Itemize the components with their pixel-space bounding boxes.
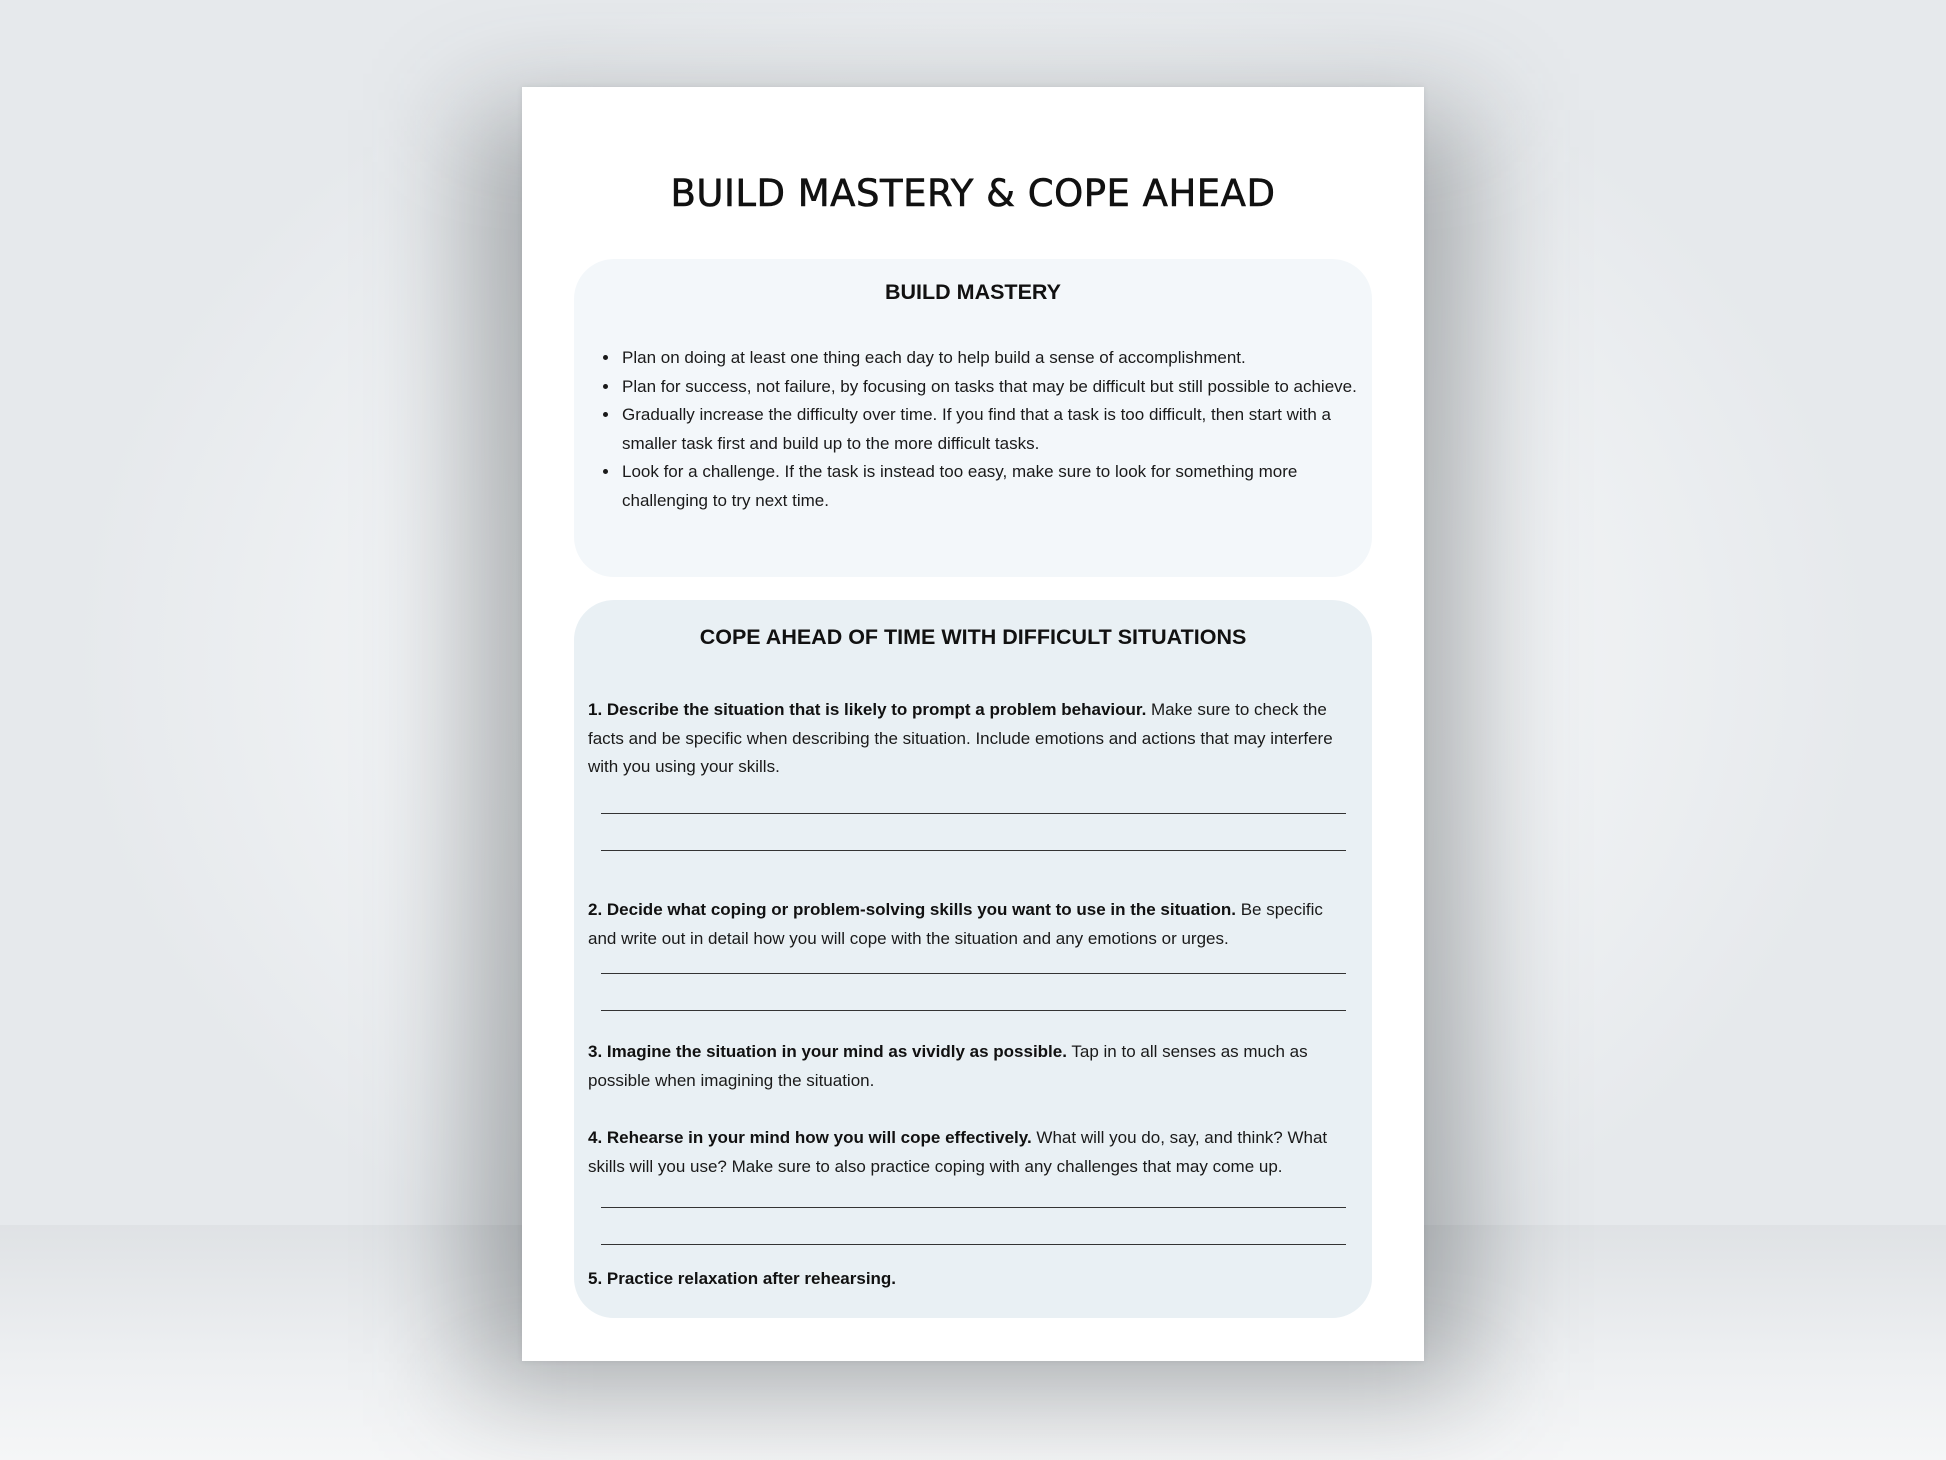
step-4 [588,1124,1352,1181]
cope-ahead-card [574,600,1372,1318]
page-title: BUILD MASTERY & COPE AHEAD [670,172,1276,215]
step-4-text: What will you do, say, and think? What skills will you use? Make sure to also practice coping with any challenges that may come up. [588,1128,1328,1176]
write-line[interactable] [601,1244,1346,1245]
step-3-lead: 3. Imagine the situation in your mind as vividly as possible. [588,1042,1067,1061]
step-2 [588,896,1352,953]
list-item: • Plan on doing at least one thing each day to help build a sense of accomplishment. [620,344,1360,373]
step-3-text: Tap in to all senses as much as possible when imagining the situation. [588,1042,1308,1090]
list-item: • Plan for success, not failure, by focusing on tasks that may be difficult but still possible to achieve. [620,373,1360,402]
build-mastery-heading: BUILD MASTERY [885,280,1061,304]
worksheet-page [522,87,1424,1361]
write-line[interactable] [601,850,1346,851]
write-line[interactable] [601,813,1346,814]
step-2-text: Be specific and write out in detail how you will cope with the situation and any emotions or urges. [588,900,1323,948]
step-1 [588,696,1352,782]
step-5 [588,1265,1352,1294]
write-line[interactable] [601,1010,1346,1011]
list-item: • Gradually increase the difficulty over time. If you find that a task is too difficult, then start with a smaller task first and build up to the more difficult tasks. [620,401,1360,458]
cope-ahead-heading: COPE AHEAD OF TIME WITH DIFFICULT SITUATIONS [699,625,1247,649]
step-4-lead: 4. Rehearse in your mind how you will cope effectively. [588,1128,1032,1147]
step-1-lead: 1. Describe the situation that is likely to prompt a problem behaviour. [588,700,1147,719]
write-line[interactable] [601,973,1346,974]
step-1-text: Make sure to check the facts and be specific when describing the situation. Include emotions and actions that may interfere with you using your skills. [588,700,1333,776]
build-mastery-list [600,344,1360,515]
list-item: • Look for a challenge. If the task is instead too easy, make sure to look for something more challenging to try next time. [620,458,1360,515]
step-2-lead: 2. Decide what coping or problem-solving skills you want to use in the situation. [588,900,1236,919]
step-3 [588,1038,1352,1095]
build-mastery-card [574,259,1372,577]
write-line[interactable] [601,1207,1346,1208]
step-5-lead: 5. Practice relaxation after rehearsing. [588,1269,897,1288]
